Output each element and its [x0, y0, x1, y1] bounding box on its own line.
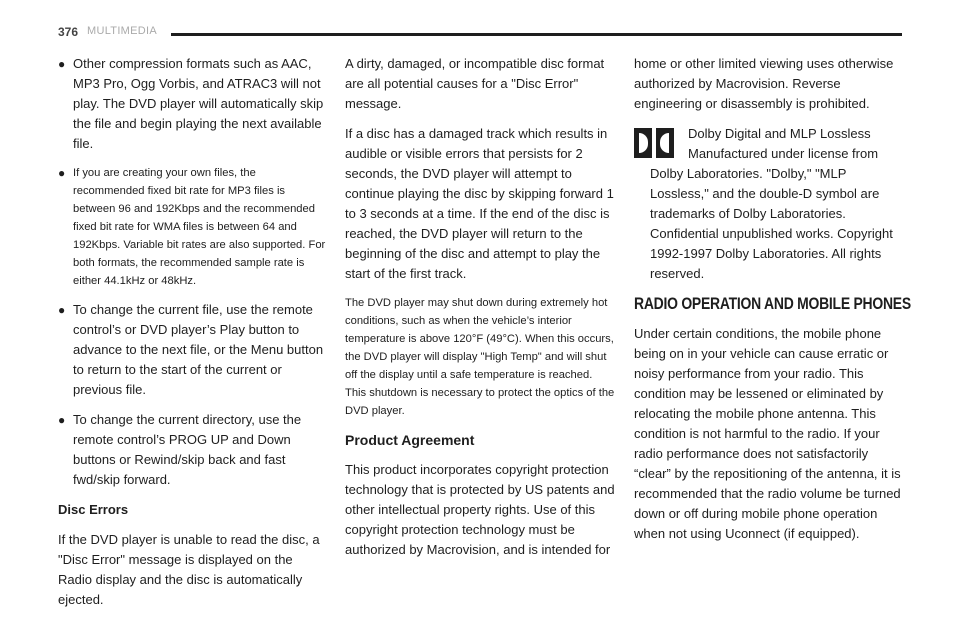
paragraph: home or other limited viewing uses otherwise authorized by Macrovision. Reverse engineering or disassembly is prohibited.: [634, 56, 894, 111]
page-header: [58, 25, 902, 45]
radio-section-heading: RADIO OPERATION AND MOBILE PHONES: [634, 294, 911, 313]
header-rule: [171, 33, 902, 36]
bullet-icon: ●: [58, 413, 66, 427]
product-agreement-paragraph: This product incorporates copyright protection technology that is protected by US patents and other intellectual property rights. Use of this copyright protection technology must be authorized by Macrovision, and is intended for: [345, 462, 615, 557]
bullet-icon: ●: [58, 57, 66, 71]
paragraph: A dirty, damaged, or incompatible disc format are all potential causes for a "Disc Error" message.: [345, 56, 605, 111]
list-item-text: To change the current file, use the remote control’s or DVD player’s Play button to advance to the next file, or the Menu button to return to the start of the current or previous file.: [73, 302, 324, 397]
dolby-block: [634, 124, 904, 284]
list-item: [58, 300, 326, 400]
list-item-text: Other compression formats such as AAC, MP3 Pro, Ogg Vorbis, and ATRAC3 will not play. The DVD player will automatically skip the file and begin playing the next available file.: [73, 56, 324, 151]
bullet-icon: ●: [58, 166, 66, 180]
disc-errors-paragraph: If the DVD player is unable to read the disc, a "Disc Error" message is displayed on the Radio display and the disc is automatically ejected.: [58, 532, 320, 607]
bullet-icon: ●: [58, 303, 66, 317]
dolby-double-d-icon: [634, 128, 674, 158]
radio-paragraph: Under certain conditions, the mobile phone being on in your vehicle can cause erratic or noisy performance from your radio. This condition may be lessened or eliminated by relocating the mobile phone antenna. This condition is not harmful to the radio. If your radio performance does not satisfactorily “clear” by the repositioning of the antenna, it is recommended that the radio volume be turned down or off during mobile phone operation when not using Uconnect (if equipped).: [634, 326, 901, 541]
column-left: [58, 54, 326, 620]
list-item-text: If you are creating your own files, the recommended fixed bit rate for MP3 files is between 96 and 192Kbps and the recommended fixed bit rate for WMA files is between 64 and 192Kbps. Variable bit rates are also supported. For both formats, the recommended sample rate is either 44.1kHz or 48kHz.: [73, 167, 326, 287]
paragraph: If a disc has a damaged track which results in audible or visible errors that persists for 2 seconds, the DVD player will attempt to continue playing the disc by skipping forward 1 to 3 seconds at a time. If the end of the disc is reached, the DVD player will return to the beginning of the disc and attempt to play the start of the first track.: [345, 126, 614, 281]
list-item: [58, 54, 326, 154]
page-number: 376: [58, 25, 79, 39]
column-middle: [345, 54, 615, 570]
column-right: [634, 54, 911, 554]
disc-errors-heading: Disc Errors: [58, 502, 129, 517]
list-item: [58, 410, 326, 490]
list-item: [58, 164, 326, 290]
list-item-text: To change the current directory, use the remote control’s PROG UP and Down buttons or Rewind/skip back and fast fwd/skip forward.: [73, 412, 302, 487]
paragraph: The DVD player may shut down during extremely hot conditions, such as when the vehicle’s interior temperature is above 120°F (49°C). When this occurs, the DVD player will display "High Temp" and will shut off the display until a safe temperature is reached. This shutdown is necessary to protect the optics of the DVD player.: [345, 297, 615, 417]
product-agreement-heading: Product Agreement: [345, 432, 475, 448]
dolby-paragraph: Dolby Digital and MLP Lossless Manufactured under license from Dolby Laboratories. "Dolby," "MLP Lossless," and the double-D symbol are trademarks of Dolby Laboratories. Confidential unpublished works. Copyright 1992-1997 Dolby Laboratories. All rights reserved.: [650, 126, 893, 281]
section-title: MULTIMEDIA: [87, 25, 158, 37]
